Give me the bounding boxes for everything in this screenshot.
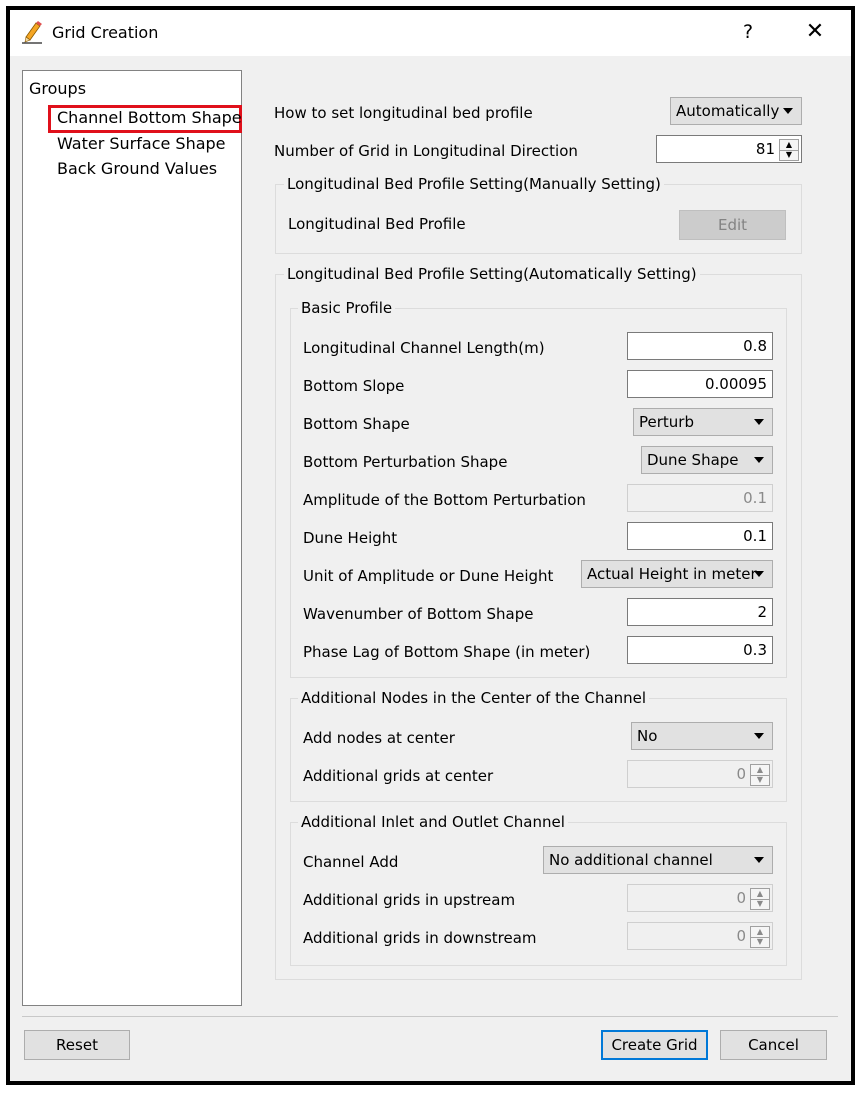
phase-lag-input[interactable]: 0.3 [627, 636, 773, 664]
amplitude-unit-label: Unit of Amplitude or Dune Height [303, 567, 554, 585]
group-item-water-surface-shape[interactable]: Water Surface Shape [57, 134, 226, 153]
spin-up-icon[interactable]: ▲ [751, 927, 769, 938]
manual-setting-title: Longitudinal Bed Profile Setting(Manually Setting) [284, 175, 664, 193]
num-grid-spinbox[interactable] [656, 135, 802, 163]
amplitude-label: Amplitude of the Bottom Perturbation [303, 491, 586, 509]
num-grid-value: 81 [755, 140, 775, 158]
chevron-down-icon [754, 419, 764, 425]
chevron-down-icon [754, 857, 764, 863]
bed-profile-select[interactable] [670, 97, 802, 125]
upstream-grids-spinbox[interactable] [627, 884, 773, 912]
phase-lag-label: Phase Lag of Bottom Shape (in meter) [303, 643, 591, 661]
chevron-down-icon [754, 571, 764, 577]
center-grids-label: Additional grids at center [303, 767, 494, 785]
add-nodes-select[interactable] [631, 722, 773, 750]
center-grids-value: 0 [736, 765, 746, 783]
spin-down-icon[interactable]: ▼ [785, 150, 793, 159]
chevron-down-icon [783, 108, 793, 114]
title-bar [10, 10, 851, 56]
dune-height-label: Dune Height [303, 529, 398, 547]
groups-tree[interactable] [22, 70, 242, 1006]
downstream-grids-spinbox[interactable] [627, 922, 773, 950]
group-item-channel-bottom-shape[interactable]: Channel Bottom Shape [57, 108, 242, 127]
chevron-down-icon [754, 733, 764, 739]
reset-button[interactable]: Reset [24, 1030, 130, 1060]
window-title: Grid Creation [52, 23, 159, 42]
channel-length-input[interactable]: 0.8 [627, 332, 773, 360]
downstream-grids-label: Additional grids in downstream [303, 929, 537, 947]
basic-profile-title: Basic Profile [298, 299, 395, 317]
perturbation-shape-select[interactable] [641, 446, 773, 474]
perturbation-shape-label: Bottom Perturbation Shape [303, 453, 508, 471]
spin-arrows[interactable] [750, 926, 770, 948]
inlet-outlet-title: Additional Inlet and Outlet Channel [298, 813, 568, 831]
create-grid-button[interactable]: Create Grid [601, 1030, 708, 1060]
group-item-back-ground-values[interactable]: Back Ground Values [57, 159, 218, 178]
channel-add-value: No additional channel [549, 851, 713, 869]
amplitude-unit-select[interactable] [581, 560, 773, 588]
bottom-shape-value: Perturb [639, 413, 694, 431]
button-separator [22, 1016, 838, 1017]
groups-header: Groups [29, 79, 87, 98]
wavenumber-input[interactable]: 2 [627, 598, 773, 626]
bottom-shape-select[interactable] [633, 408, 773, 436]
edit-button[interactable]: Edit [679, 210, 786, 240]
cancel-button[interactable]: Cancel [720, 1030, 827, 1060]
bed-profile-value: Automatically [676, 102, 780, 120]
bed-profile-edit-label: Longitudinal Bed Profile [288, 215, 466, 233]
num-grid-label: Number of Grid in Longitudinal Direction [274, 142, 578, 160]
spin-arrows[interactable] [750, 888, 770, 910]
add-nodes-value: No [637, 727, 658, 745]
bottom-shape-label: Bottom Shape [303, 415, 410, 433]
channel-length-label: Longitudinal Channel Length(m) [303, 339, 545, 357]
spin-arrows[interactable] [779, 139, 799, 161]
downstream-grids-value: 0 [736, 927, 746, 945]
center-nodes-title: Additional Nodes in the Center of the Channel [298, 689, 649, 707]
spin-down-icon[interactable]: ▼ [756, 899, 764, 908]
chevron-down-icon [754, 457, 764, 463]
help-button[interactable]: ? [742, 21, 754, 43]
dune-height-input[interactable]: 0.1 [627, 522, 773, 550]
bottom-slope-label: Bottom Slope [303, 377, 405, 395]
amplitude-unit-value: Actual Height in meter [587, 565, 757, 583]
perturbation-shape-value: Dune Shape [647, 451, 739, 469]
channel-add-select[interactable] [543, 846, 773, 874]
bottom-slope-input[interactable]: 0.00095 [627, 370, 773, 398]
grid-creation-dialog [6, 6, 855, 1085]
spin-down-icon[interactable]: ▼ [756, 775, 764, 784]
auto-setting-title: Longitudinal Bed Profile Setting(Automatically Setting) [284, 265, 700, 283]
close-button[interactable]: ✕ [805, 19, 825, 44]
spin-up-icon[interactable]: ▲ [780, 140, 798, 151]
upstream-grids-value: 0 [736, 889, 746, 907]
add-nodes-label: Add nodes at center [303, 729, 455, 747]
pencil-icon [20, 20, 44, 44]
center-grids-spinbox[interactable] [627, 760, 773, 788]
spin-up-icon[interactable]: ▲ [751, 765, 769, 776]
spin-down-icon[interactable]: ▼ [756, 937, 764, 946]
channel-add-label: Channel Add [303, 853, 399, 871]
upstream-grids-label: Additional grids in upstream [303, 891, 516, 909]
spin-arrows[interactable] [750, 764, 770, 786]
wavenumber-label: Wavenumber of Bottom Shape [303, 605, 534, 623]
spin-up-icon[interactable]: ▲ [751, 889, 769, 900]
amplitude-input[interactable]: 0.1 [627, 484, 773, 512]
bed-profile-label: How to set longitudinal bed profile [274, 104, 533, 122]
